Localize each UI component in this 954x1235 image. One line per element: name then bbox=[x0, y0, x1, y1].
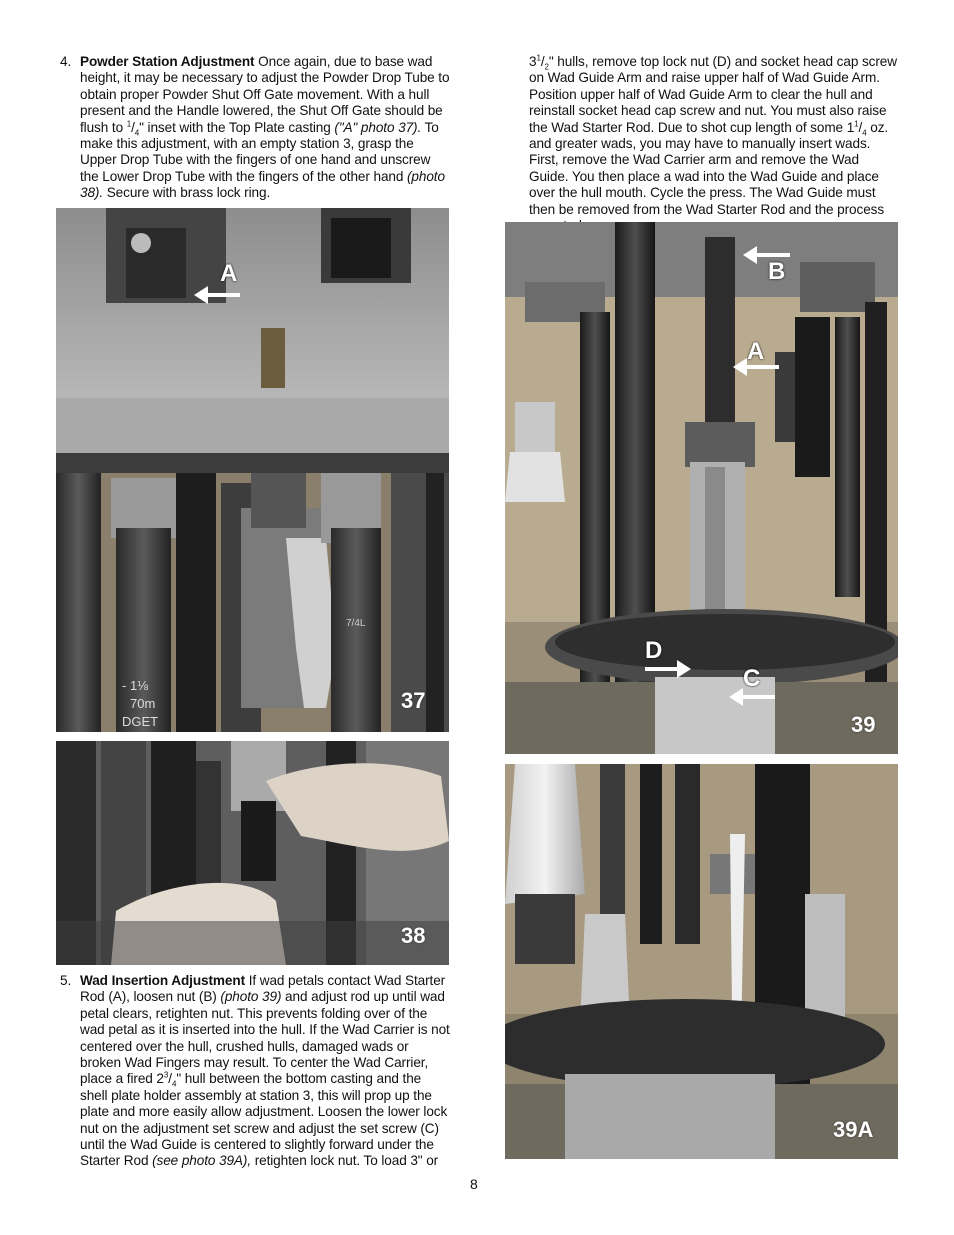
step-4-frac-num: 1 bbox=[126, 119, 132, 129]
step-5-text-4: retighten lock nut. To load 3" or bbox=[251, 1153, 439, 1169]
photo-37-caption: 37 bbox=[401, 688, 426, 713]
step-5-text-2: and adjust rod up until wad petal clears, retighten nut. This prevents folding over of the wad petal as it is inserted into the hull. If the Wad Carrier is not centered over the hull, crushed hulls, damaged wads or broken Wad Fingers may result. To center the Wad Carrier, place a fired 2 bbox=[80, 989, 450, 1087]
step-4-text-1: Once again, due to base wad height, it may be necessary to adjust the Powder Drop Tube to obtain proper Powder Shut Off Gate movement. With a hull present and the Handle lowered, the Shut Off Gate should be flush to bbox=[80, 54, 450, 135]
photo-39-label-d: D bbox=[645, 637, 663, 664]
photo-39-illustration bbox=[505, 222, 898, 754]
step-4-text-2: " inset with the Top Plate casting bbox=[139, 119, 335, 135]
continuation-frac-num: 1 bbox=[536, 53, 541, 63]
continuation-frac-den: 2 bbox=[544, 62, 549, 72]
photo-39a-caption: 39A bbox=[833, 1117, 874, 1142]
photo-39 bbox=[505, 222, 898, 754]
photo-37-tube-text-4: 7/4L bbox=[346, 618, 366, 629]
step-4-ref-1: ("A" photo 37). bbox=[334, 119, 422, 135]
continuation-frac2-den: 4 bbox=[862, 128, 867, 138]
continuation-frac2-num: 1 bbox=[854, 119, 859, 129]
photo-37-tube-text-1: - 1⅛ bbox=[122, 678, 149, 693]
step-4-ref-2: (photo 38). bbox=[80, 168, 445, 201]
step-4-text-4: Secure with brass lock ring. bbox=[103, 185, 271, 201]
step-5-ref-2: (see photo 39A), bbox=[152, 1153, 252, 1169]
photo-39-label-c: C bbox=[743, 665, 761, 692]
continuation-text-2: oz. and greater wads, you may have to manually insert wads. First, remove the Wad Carrier arm and remove the Wad Guide. You then place a wad into the Wad Guide and place over the hull mouth. Cycle the press. The Wad Guide must then be removed from the Wad Starter Rod and the process bbox=[529, 119, 889, 217]
step-5-text-1: If wad petals contact Wad Starter Rod (A), loosen nut (B) bbox=[80, 973, 446, 1005]
step-4-text-3: To make this adjustment, with an empty station 3, grasp the Upper Drop Tube with the fingers of one hand and unscrew the Lower Drop Tube with the fingers of the other hand bbox=[80, 119, 439, 184]
step-5-frac-den: 4 bbox=[171, 1080, 177, 1090]
step-5-ref-1: (photo 39) bbox=[220, 989, 282, 1005]
photo-37 bbox=[56, 208, 449, 732]
step-5-heading: Wad Insertion Adjustment bbox=[80, 973, 246, 988]
page-number: 8 bbox=[470, 1176, 478, 1192]
continuation-text-1: " hulls, remove top lock nut (D) and socket head cap screw on Wad Guide Arm and raise upper half of Wad Guide Arm. Position upper half of Wad Guide Arm to clear the hull and reinstall socket head cap screw and nut. You must also raise the Wad Starter Rod. Due to shot cup length of some 1 bbox=[529, 54, 897, 135]
photo-38 bbox=[56, 741, 449, 965]
photo-38-caption: 38 bbox=[401, 923, 426, 948]
step-4-frac-den: 4 bbox=[134, 128, 140, 138]
photo-39a-illustration bbox=[505, 764, 898, 1159]
step-4-number: 4. bbox=[60, 54, 72, 69]
step-5-frac-num: 3 bbox=[163, 1070, 169, 1080]
continuation-paragraph: $3^1/_2$" hulls, remove top lock nut (D) and socket head cap screw on Wad Guide Arm and raise upper half of Wad Guide Arm. Position upper half of Wad Guide Arm to clear the hull and reinstall socket head cap screw and nut. You must also raise the Wad Starter Rod. Due to shot cup length of some $1^1/_4$ oz. and greater wads, you may have to manually insert wads. First, remove the Wad Carrier arm and remove the Wad Guide. You then place a wad into the Wad Guide and place over the hull mouth. Cycle the press. The Wad Guide must then be removed from the Wad Starter Rod and the process bbox=[529, 54, 901, 234]
photo-38-illustration bbox=[56, 741, 449, 965]
photo-39-label-a: A bbox=[747, 338, 765, 365]
photo-37-tube-text-2: 70m bbox=[130, 696, 156, 711]
photo-39-label-b: B bbox=[768, 258, 786, 285]
step-5-text-3: " hull between the bottom casting and the shell plate holder assembly at station 3, this will prop up the plate and more easily allow adjustment. Loosen the lower lock nut on the adjustment set screw and adjust the set screw (C) until the Wad Guide is centered to slightly forward under the Starter Rod bbox=[80, 1071, 448, 1169]
step-4-heading: Powder Station Adjustment bbox=[80, 54, 255, 69]
photo-39a bbox=[505, 764, 898, 1159]
continuation-lead: 3 bbox=[529, 54, 537, 69]
step-5-paragraph: 5. Wad Insertion Adjustment If wad petals contact Wad Starter Rod (A), loosen nut (B) (photo 39) and adjust rod up until wad petal clears, retighten nut. This prevents folding over of the wad petal as it is inserted into the hull. If the Wad Carrier is not centered over the hull, crushed hulls, damaged wads or broken Wad Fingers may result. To center the Wad Carrier, place a fired $2^3/_4$" hull between the bottom casting and the shell plate holder assembly at station 3, this will prop up the plate and more easily allow adjustment. Loosen the lower lock nut on the adjustment set screw and adjust the set screw (C) until the Wad Guide is centered to slightly forward under the Starter Rod (see photo 39A), retighten lock nut. To load 3" or bbox=[60, 973, 450, 1169]
photo-37-label-a: A bbox=[220, 260, 238, 287]
step-5-number: 5. bbox=[60, 973, 72, 988]
photo-37-tube-text-3: DGET bbox=[122, 714, 159, 729]
photo-39-caption: 39 bbox=[851, 712, 876, 737]
photo-37-illustration bbox=[56, 208, 449, 732]
step-4-paragraph: 4. Powder Station Adjustment Once again, due to base wad height, it may be necessary to adjust the Powder Drop Tube to obtain proper Powder Shut Off Gate movement. With a hull present and the Handle lowered, the Shut Off Gate should be flush to $^1/_4$" inset with the Top Plate casting ("A" photo 37). To make this adjustment, with an empty station 3, grasp the Upper Drop Tube with the fingers of one hand and unscrew the Lower Drop Tube with the fingers of the other hand (photo 38). Secure with brass lock ring. bbox=[60, 54, 450, 201]
